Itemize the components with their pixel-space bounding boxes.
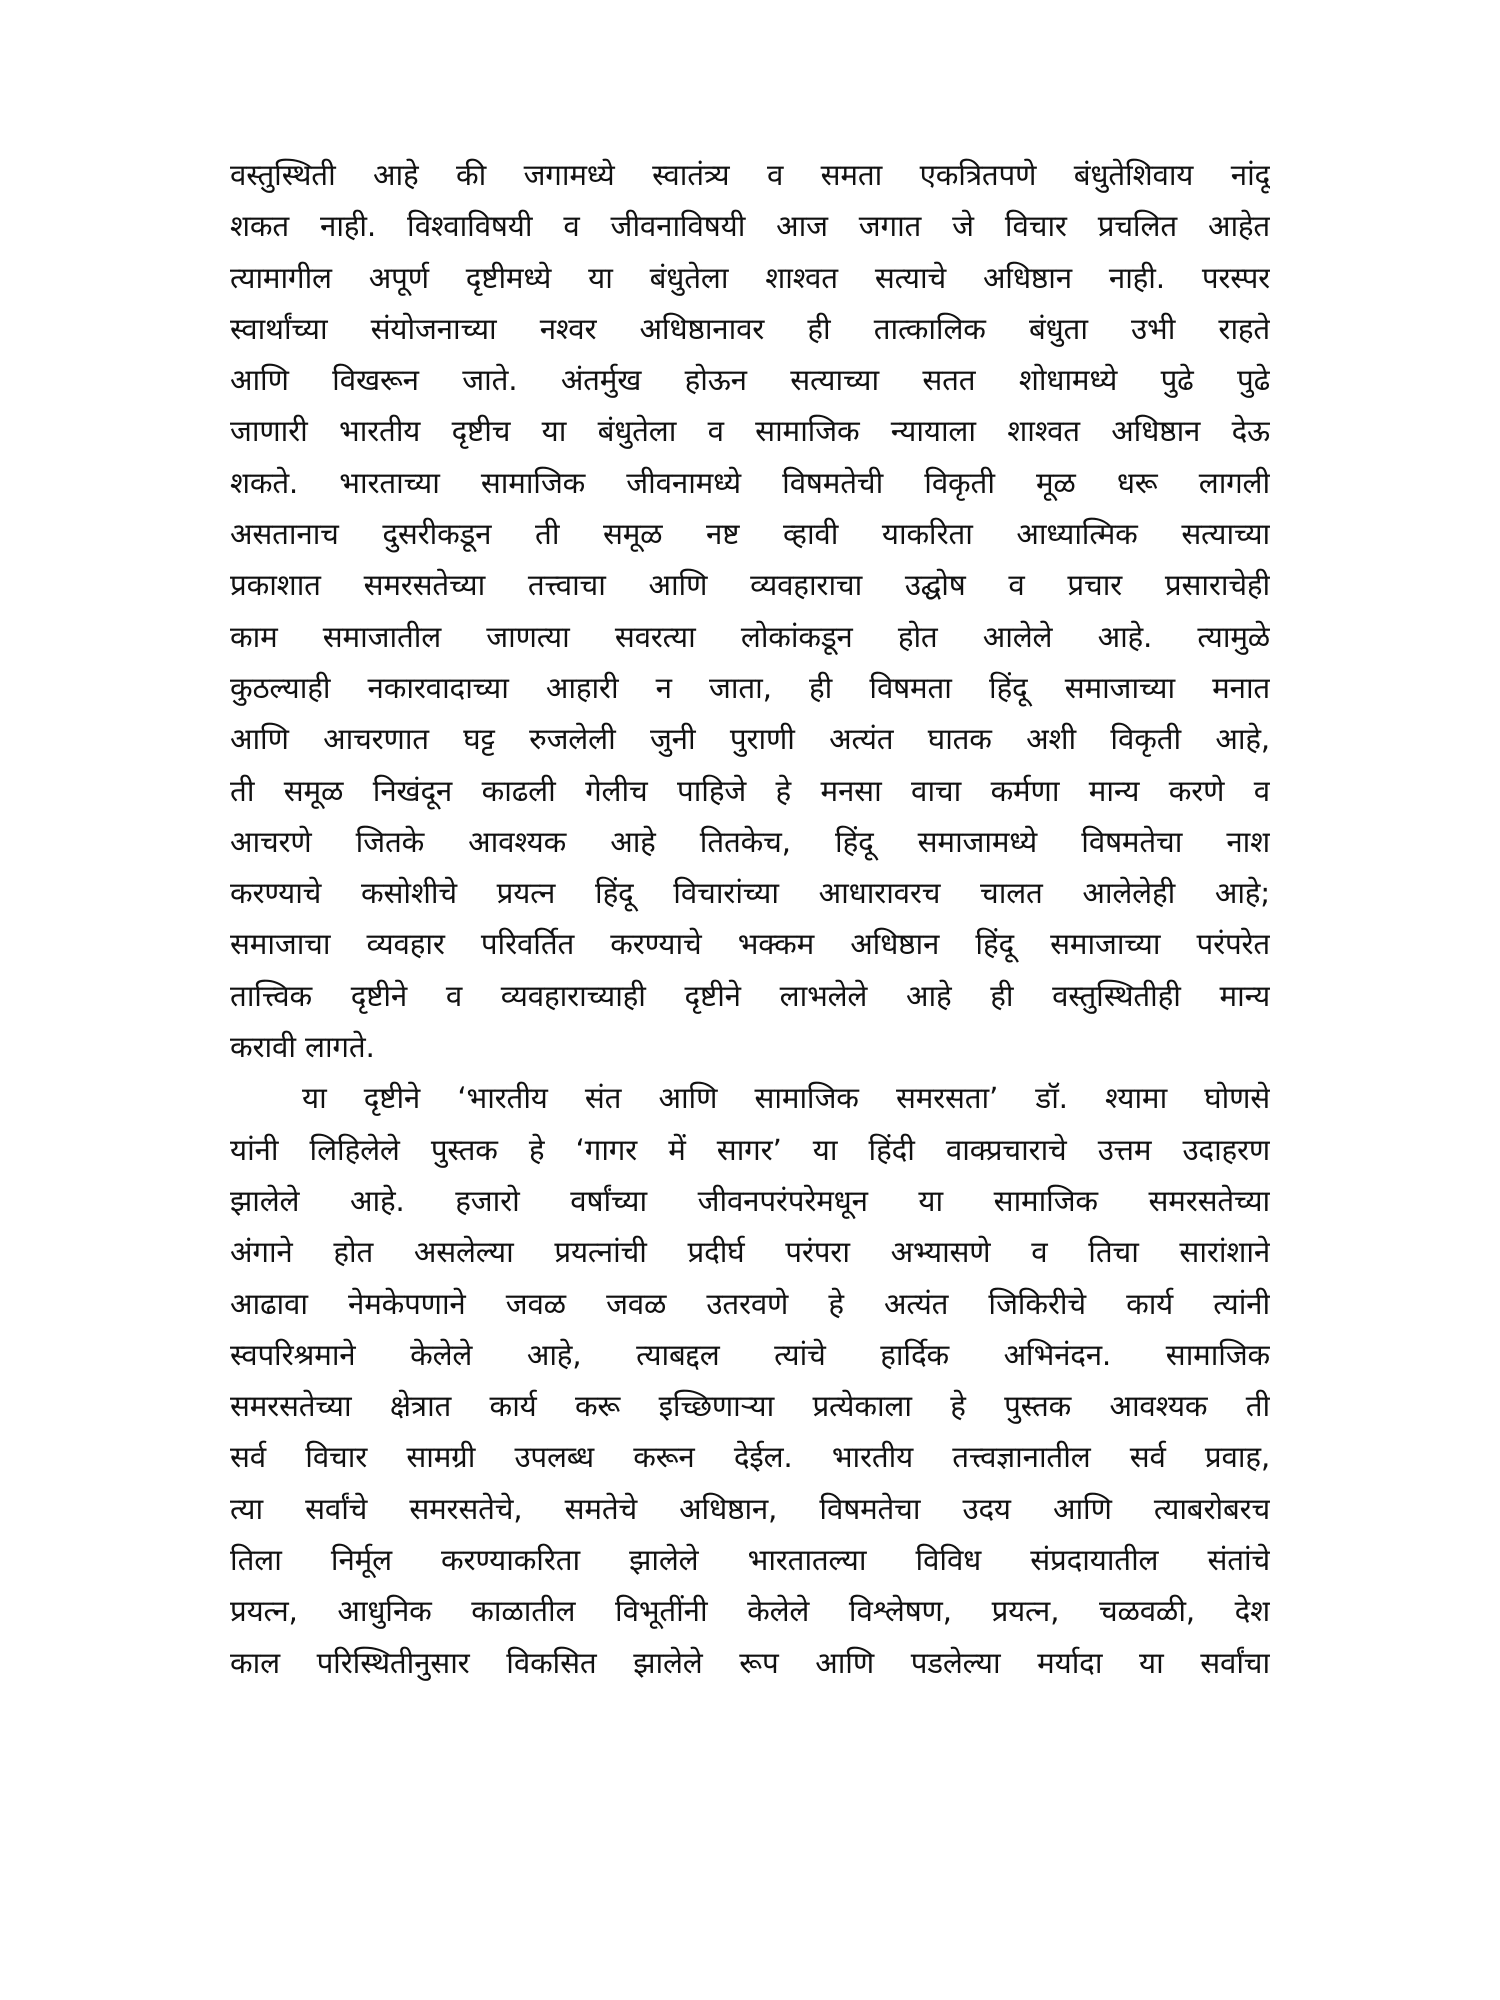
text-line: तिला निर्मूल करण्याकरिता झालेले भारतातल्या विविध संप्रदायातील संतांचे <box>230 1543 1270 1578</box>
text-line: तात्त्विक दृष्टीने व व्यवहाराच्याही दृष्टीने लाभलेले आहे ही वस्तुस्थितीही मान्य <box>230 978 1270 1013</box>
text-line: प्रकाशात समरसतेच्या तत्त्वाचा आणि व्यवहाराचा उद्घोष व प्रचार प्रसाराचेही <box>230 568 1270 603</box>
text-line: असतानाच दुसरीकडून ती समूळ नष्ट व्हावी याकरिता आध्यात्मिक सत्याच्या <box>230 517 1270 552</box>
text-line: समाजाचा व्यवहार परिवर्तित करण्याचे भक्कम अधिष्ठान हिंदू समाजाच्या परंपरेत <box>230 927 1270 962</box>
paragraph-1 <box>230 150 1270 1073</box>
text-line: काम समाजातील जाणत्या सवरत्या लोकांकडून होत आलेले आहे. त्यामुळे <box>230 619 1270 654</box>
text-line: आणि विखरून जाते. अंतर्मुख होऊन सत्याच्या सतत शोधामध्ये पुढे पुढे <box>230 363 1270 398</box>
text-line: स्वार्थांच्या संयोजनाच्या नश्वर अधिष्ठानावर ही तात्कालिक बंधुता उभी राहते <box>230 311 1270 346</box>
text-line: अंगाने होत असलेल्या प्रयत्नांची प्रदीर्घ परंपरा अभ्यासणे व तिचा सारांशाने <box>230 1235 1270 1270</box>
paragraph-2 <box>230 1073 1270 1689</box>
text-line: शकते. भारताच्या सामाजिक जीवनामध्ये विषमतेची विकृती मूळ धरू लागली <box>230 465 1270 500</box>
text-line: आणि आचरणात घट्ट रुजलेली जुनी पुराणी अत्यंत घातक अशी विकृती आहे, <box>230 722 1270 757</box>
text-line: करावी लागते. <box>230 1030 375 1065</box>
text-line: सर्व विचार सामग्री उपलब्ध करून देईल. भारतीय तत्त्वज्ञानातील सर्व प्रवाह, <box>230 1440 1270 1475</box>
text-line: प्रयत्न, आधुनिक काळातील विभूतींनी केलेले विश्लेषण, प्रयत्न, चळवळी, देश <box>230 1594 1270 1629</box>
text-line: जाणारी भारतीय दृष्टीच या बंधुतेला व सामाजिक न्यायाला शाश्वत अधिष्ठान देऊ <box>230 414 1270 449</box>
text-line: कुठल्याही नकारवादाच्या आहारी न जाता, ही विषमता हिंदू समाजाच्या मनात <box>230 670 1270 705</box>
text-line: ती समूळ निखंदून काढली गेलीच पाहिजे हे मनसा वाचा कर्मणा मान्य करणे व <box>230 773 1270 808</box>
text-line: झालेले आहे. हजारो वर्षांच्या जीवनपरंपरेमधून या सामाजिक समरसतेच्या <box>230 1183 1270 1218</box>
text-line: समरसतेच्या क्षेत्रात कार्य करू इच्छिणाऱ्या प्रत्येकाला हे पुस्तक आवश्यक ती <box>230 1389 1270 1424</box>
text-line: त्या सर्वांचे समरसतेचे, समतेचे अधिष्ठान, विषमतेचा उदय आणि त्याबरोबरच <box>230 1491 1270 1526</box>
text-line: यांनी लिहिलेले पुस्तक हे ‘गागर में सागर’ या हिंदी वाक्प्रचाराचे उत्तम उदाहरण <box>230 1132 1270 1167</box>
text-line: आढावा नेमकेपणाने जवळ जवळ उतरवणे हे अत्यंत जिकिरीचे कार्य त्यांनी <box>230 1286 1270 1321</box>
text-line: शकत नाही. विश्वाविषयी व जीवनाविषयी आज जगात जे विचार प्रचलित आहेत <box>230 209 1270 244</box>
text-line: काल परिस्थितीनुसार विकसित झालेले रूप आणि पडलेल्या मर्यादा या सर्वांचा <box>230 1645 1270 1680</box>
text-line: करण्याचे कसोशीचे प्रयत्न हिंदू विचारांच्या आधारावरच चालत आलेलेही आहे; <box>230 876 1270 911</box>
text-line: स्वपरिश्रमाने केलेले आहे, त्याबद्दल त्यांचे हार्दिक अभिनंदन. सामाजिक <box>230 1337 1270 1372</box>
text-line: आचरणे जितके आवश्यक आहे तितकेच, हिंदू समाजामध्ये विषमतेचा नाश <box>230 824 1270 859</box>
text-line: वस्तुस्थिती आहे की जगामध्ये स्वातंत्र्य व समता एकत्रितपणे बंधुतेशिवाय नांदू <box>230 158 1270 192</box>
text-line: त्यामागील अपूर्ण दृष्टीमध्ये या बंधुतेला शाश्वत सत्याचे अधिष्ठान नाही. परस्पर <box>230 260 1270 295</box>
body-text <box>230 150 1270 1689</box>
text-line: या दृष्टीने ‘भारतीय संत आणि सामाजिक समरसता’ डॉ. श्यामा घोणसे <box>302 1081 1270 1116</box>
